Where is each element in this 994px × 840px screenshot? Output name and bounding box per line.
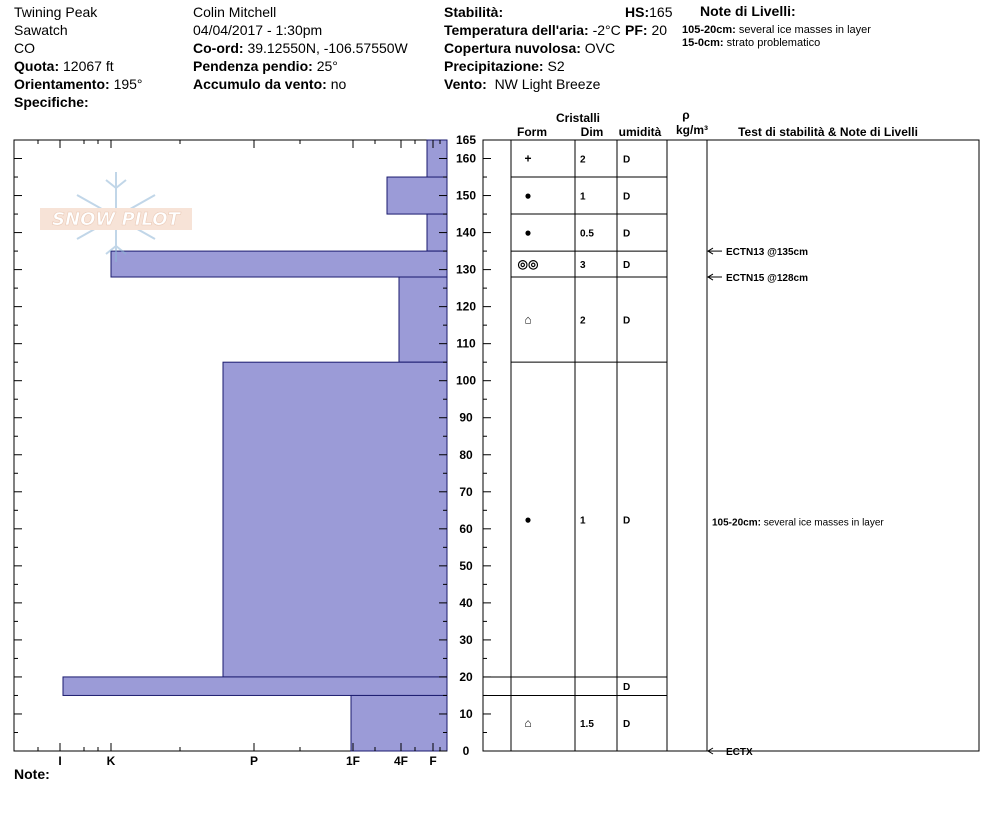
coord-label: Co-ord: <box>193 40 244 56</box>
crystal-size: 1.5 <box>580 719 594 731</box>
air-temp-label: Temperatura dell'aria: <box>444 22 589 38</box>
moisture-value: D <box>623 315 631 327</box>
header-size: Dim <box>580 125 604 139</box>
range-name: Sawatch <box>14 22 68 38</box>
layer-note-2-text: strato problematico <box>726 37 821 49</box>
moisture-value: D <box>623 228 631 240</box>
sky-value: OVC <box>584 40 616 56</box>
depth-label: 90 <box>459 410 473 425</box>
depth-label: 130 <box>455 262 477 277</box>
depth-label: 80 <box>459 447 473 462</box>
hardness-label: P <box>249 754 259 768</box>
stability-tests <box>708 247 808 758</box>
snowpilot-logo <box>40 172 192 262</box>
header-tests: Test di stabilità & Note di Livelli <box>738 125 918 139</box>
hs-value: 165 <box>649 4 673 20</box>
datetime: 04/04/2017 - 1:30pm <box>193 22 323 38</box>
depth-label: 10 <box>459 706 473 721</box>
elevation-value: 12067 ft <box>63 58 114 74</box>
header-form: Form <box>517 125 547 139</box>
precip-value: S2 <box>547 58 565 74</box>
stability-test-label: ECTN15 @128cm <box>726 273 809 285</box>
slope-label: Pendenza pendio: <box>193 58 313 74</box>
layer-notes-title: Note di Livelli: <box>700 3 796 19</box>
location-name: Twining Peak <box>14 4 98 20</box>
aspect-value: 195° <box>113 76 143 92</box>
depth-label: 0 <box>462 744 470 758</box>
crystal-size: 1 <box>580 191 586 203</box>
layer-table-frame <box>483 140 979 751</box>
layer-note-2-range: 15-0cm: <box>682 37 724 49</box>
moisture-value: D <box>623 682 631 694</box>
hardness-label: I <box>58 754 62 768</box>
hardness-label: 4F <box>393 754 409 768</box>
header-crystals: Cristalli <box>555 111 601 125</box>
depth-label: 120 <box>455 299 477 314</box>
layer-note-1-text: several ice masses in layer <box>738 24 871 36</box>
header-density-unit: kg/m³ <box>675 123 709 137</box>
hardness-bar <box>387 177 447 214</box>
crystal-form-icon: ● <box>524 512 532 527</box>
state-name: CO <box>14 40 35 56</box>
crystal-form-icon: ● <box>524 225 532 240</box>
depth-label: 100 <box>455 373 477 388</box>
hs-label: HS: <box>625 4 650 20</box>
crystal-form-icon: ⌂ <box>524 716 532 731</box>
depth-label: 30 <box>459 632 473 647</box>
hardness-bar <box>399 277 447 362</box>
air-temp-value: -2°C <box>592 22 621 38</box>
hardness-label: F <box>429 754 437 768</box>
crystal-form-icon: + <box>524 151 532 166</box>
stability-test-label: ECTX <box>726 747 753 758</box>
crystal-size: 2 <box>580 315 586 327</box>
slope-value: 25° <box>316 58 338 74</box>
crystal-size: 0.5 <box>580 228 594 240</box>
wind-loading-value: no <box>330 76 347 92</box>
depth-label: 20 <box>459 669 473 684</box>
moisture-value: D <box>623 719 631 731</box>
elevation-label: Quota: <box>14 58 60 74</box>
layer-note-1-range: 105-20cm: <box>682 24 736 36</box>
precip-label: Precipitazione: <box>444 58 544 74</box>
wind-loading-label: Accumulo da vento: <box>193 76 327 92</box>
stability-test-label: ECTN13 @135cm <box>726 247 809 259</box>
table-note-range: 105-20cm: <box>712 517 764 529</box>
logo-text: SNOW PILOT <box>52 209 180 230</box>
crystal-size: 2 <box>580 154 586 166</box>
depth-label: 160 <box>455 151 477 166</box>
moisture-value: D <box>623 154 631 166</box>
depth-label: 50 <box>459 558 473 573</box>
hardness-bars <box>63 140 447 751</box>
aspect-label: Orientamento: <box>14 76 110 92</box>
moisture-value: D <box>623 515 631 527</box>
table-layer-note <box>712 517 884 528</box>
sky-label: Copertura nuvolosa: <box>444 40 581 56</box>
note-label: Note: <box>14 766 50 782</box>
depth-label: 60 <box>459 521 473 536</box>
moisture-value: D <box>623 260 631 272</box>
crystal-form-icon: ● <box>524 188 532 203</box>
hardness-bar <box>111 251 447 277</box>
depth-label: 165 <box>455 133 477 147</box>
depth-label: 70 <box>459 484 473 499</box>
wind-value: NW Light Breeze <box>494 76 601 92</box>
hardness-bar <box>351 695 447 751</box>
hardness-label: K <box>106 754 116 768</box>
header-rho: ρ <box>682 108 690 122</box>
hardness-bar <box>223 362 447 677</box>
crystal-size: 3 <box>580 260 586 272</box>
depth-label: 140 <box>455 225 477 240</box>
header-moisture: umidità <box>618 125 662 139</box>
crystal-size: 1 <box>580 515 586 527</box>
table-note-text: several ice masses in layer <box>763 517 884 529</box>
observer-name: Colin Mitchell <box>193 4 277 20</box>
specifics-label: Specifiche: <box>14 94 89 110</box>
depth-label: 40 <box>459 595 473 610</box>
crystal-form-icon: ◎◎ <box>517 257 539 272</box>
moisture-value: D <box>623 191 631 203</box>
pf-value: 20 <box>651 22 668 38</box>
coord-value: 39.12550N, -106.57550W <box>247 40 408 56</box>
stability-label: Stabilità: <box>444 4 504 20</box>
wind-label: Vento: <box>444 76 487 92</box>
depth-label: 110 <box>456 336 476 351</box>
hardness-label: 1F <box>345 754 361 768</box>
hardness-bar <box>63 677 447 696</box>
pf-label: PF: <box>625 22 648 38</box>
crystal-form-icon: ⌂ <box>524 312 532 327</box>
depth-label: 150 <box>455 188 477 203</box>
